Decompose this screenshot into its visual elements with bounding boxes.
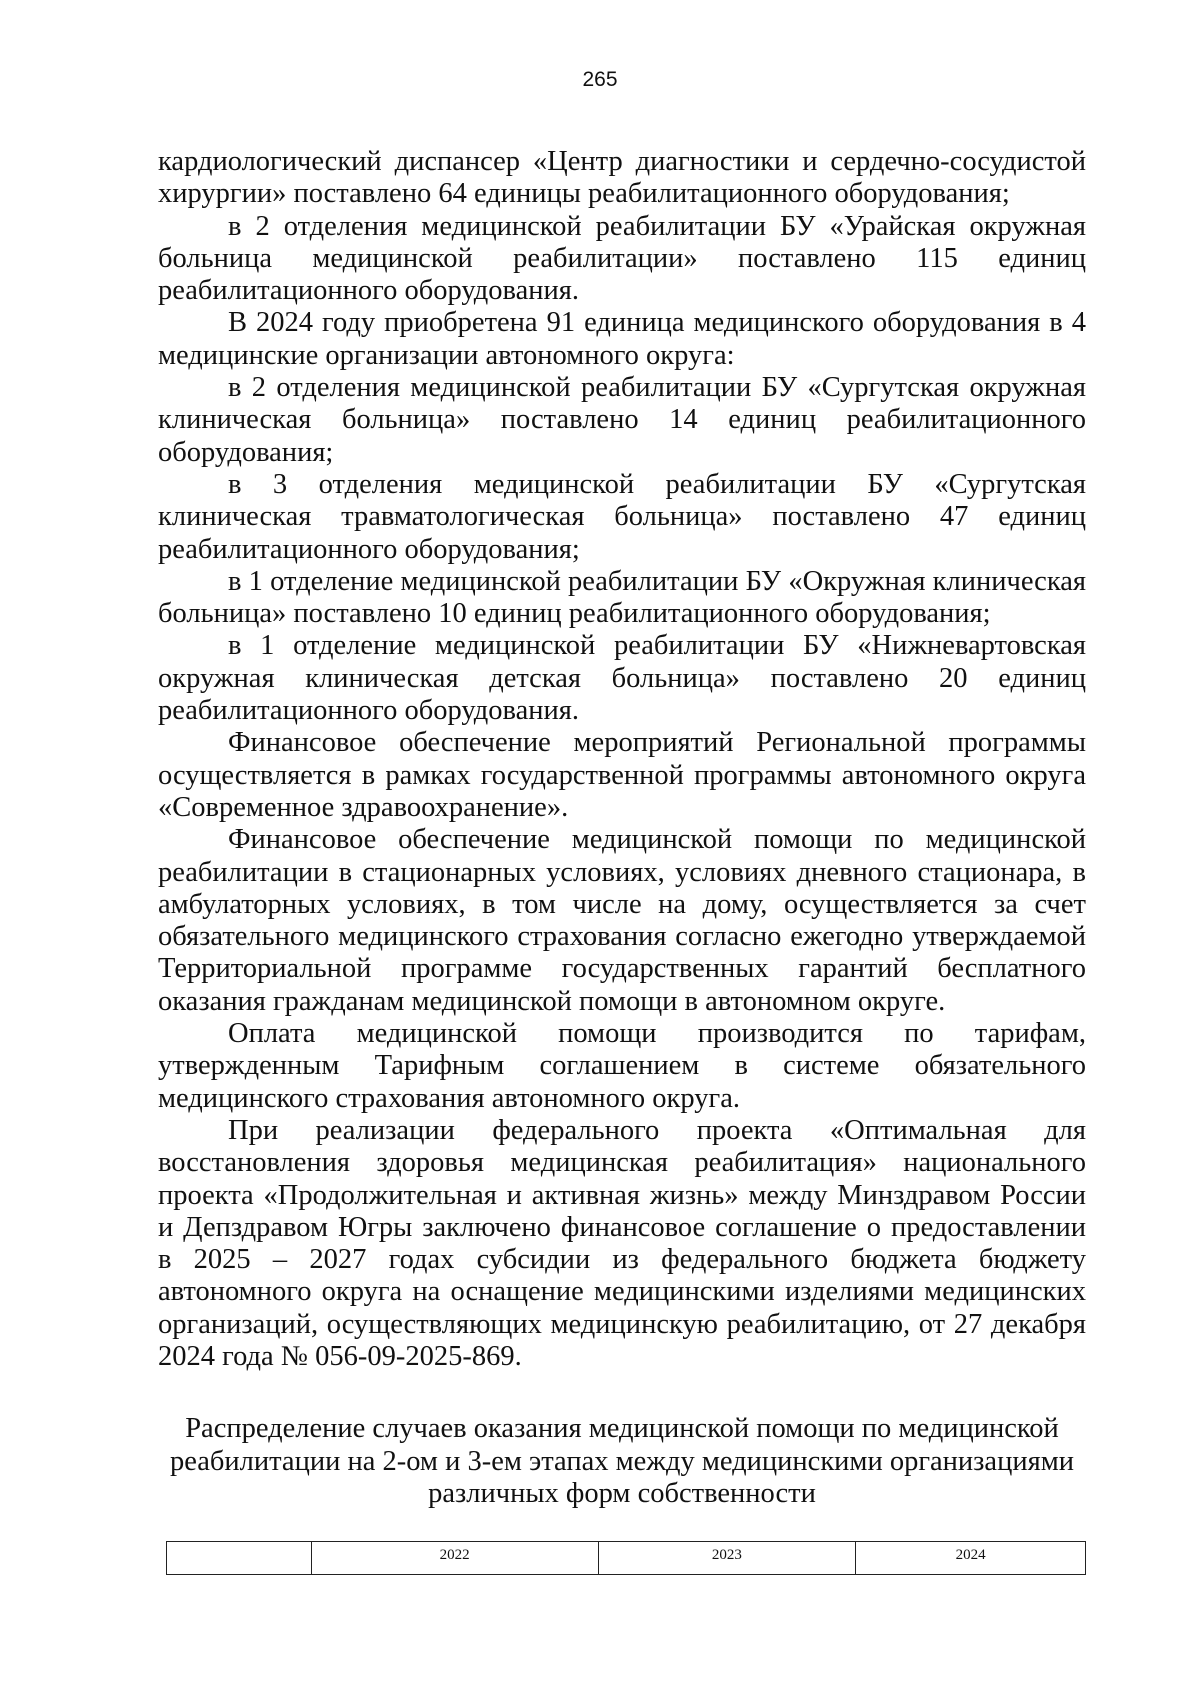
table-title — [158, 1413, 1086, 1511]
paragraph: Оплата медицинской помощи производится по тарифам, утвержденным Тарифным соглашением в системе обязательного медицинского страхования автономного округа. — [158, 1018, 1086, 1114]
distribution-table — [166, 1541, 1086, 1575]
table-header-2022: 2022 — [311, 1542, 598, 1575]
paragraph: кардиологический диспансер «Центр диагностики и сердечно-сосудистой хирургии» поставлено 64 единицы реабилитационного оборудования; — [158, 146, 1086, 210]
table-header-row — [167, 1542, 1086, 1575]
paragraph: в 3 отделения медицинской реабилитации БУ «Сургутская клиническая травматологическая больница» поставлено 47 единиц реабилитационного оборудования; — [158, 468, 1086, 565]
table-header-2024: 2024 — [856, 1542, 1086, 1575]
paragraph: в 1 отделение медицинской реабилитации БУ «Нижневартовская окружная клиническая детская больница» поставлено 20 единиц реабилитационного оборудования. — [158, 630, 1086, 727]
paragraph: в 2 отделения медицинской реабилитации БУ «Сургутская окружная клиническая больница» поставлено 14 единиц реабилитационного оборудования; — [158, 372, 1086, 468]
paragraph: Финансовое обеспечение медицинской помощи по медицинской реабилитации в стационарных условиях, условиях дневного стационара, в амбулаторных условиях, в том числе на дому, осуществляется за счет обязательного медицинского страхования согласно ежегодно утверждаемой Территориальной программе государственных гарантий бесплатного оказания гражданам медицинской помощи в автономном округе. — [158, 824, 1086, 1017]
paragraph: Финансовое обеспечение мероприятий Региональной программы осуществляется в рамках государственной программы автономного округа «Современное здравоохранение». — [158, 727, 1086, 823]
paragraph: В 2024 году приобретена 91 единица медицинского оборудования в 4 медицинские организации автономного округа: — [158, 307, 1086, 371]
page-number: 265 — [582, 68, 618, 91]
table-header-2023: 2023 — [598, 1542, 856, 1575]
document-body — [158, 146, 1086, 1373]
table-title-line: различных форм собственности — [428, 1478, 816, 1509]
paragraph: При реализации федерального проекта «Оптимальная для восстановления здоровья медицинская реабилитация» национального проекта «Продолжительная и активная жизнь» между Минздравом России и Депздравом Югры заключено финансовое соглашение о предоставлении в 2025 – 2027 годах субсидии из федерального бюджета бюджету автономного округа на оснащение медицинскими изделиями медицинских организаций, осуществляющих медицинскую реабилитацию, от 27 декабря 2024 года № 056-09-2025-869. — [158, 1114, 1086, 1372]
table-title-line: реабилитации на 2-ом и 3-ем этапах между медицинскими организациями — [170, 1445, 1074, 1477]
paragraph: в 2 отделения медицинской реабилитации БУ «Урайская окружная больница медицинской реабилитации» поставлено 115 единиц реабилитационного оборудования. — [158, 210, 1086, 307]
paragraph: в 1 отделение медицинской реабилитации БУ «Окружная клиническая больница» поставлено 10 единиц реабилитационного оборудования; — [158, 565, 1086, 630]
table-header-empty — [167, 1542, 312, 1575]
table-title-line: Распределение случаев оказания медицинской помощи по медицинской — [185, 1413, 1059, 1444]
